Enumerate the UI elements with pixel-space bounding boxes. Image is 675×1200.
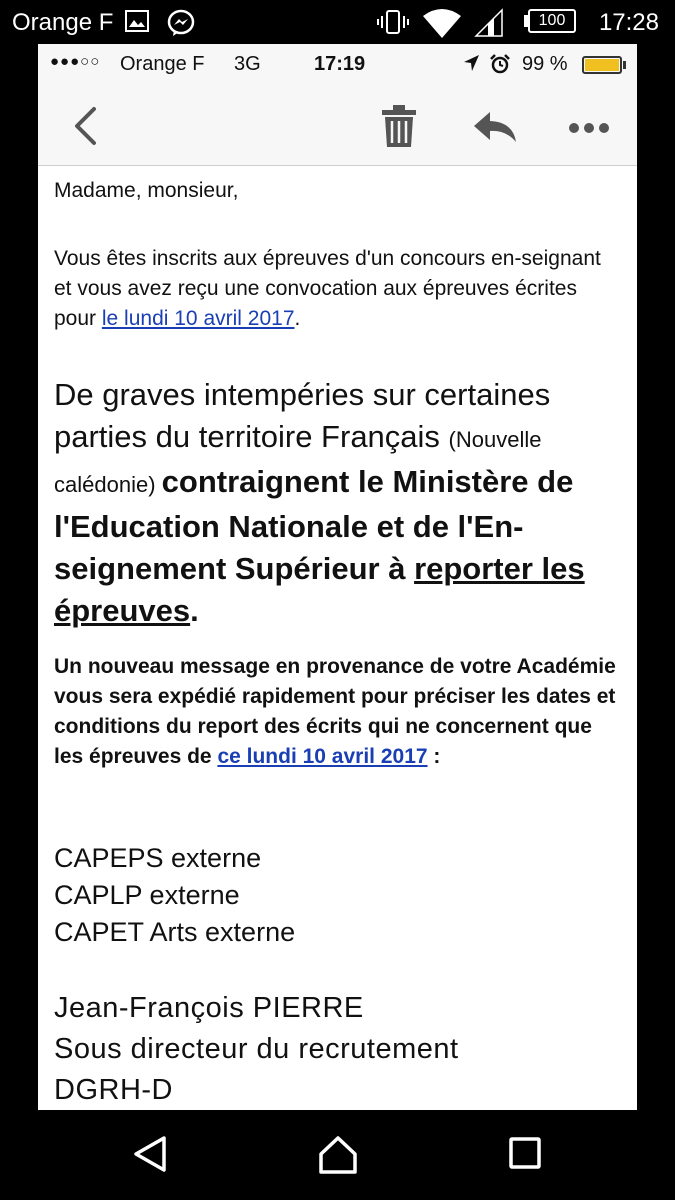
notice-end: :: [427, 745, 441, 768]
greeting: Madame, monsieur,: [54, 179, 239, 202]
exam-item: CAPLP externe: [54, 880, 240, 910]
email-screenshot: [38, 44, 637, 1110]
image-icon: [124, 8, 150, 34]
announcement-paragraph: [54, 374, 624, 632]
android-status-bar: [0, 0, 675, 46]
ios-battery-nub: [623, 61, 626, 69]
announcement-bold: contraignent le Ministère de l'Education Nationale et de l'En-seignement Supérieur à: [54, 464, 574, 586]
back-triangle-icon[interactable]: [131, 1134, 169, 1174]
ios-time: 17:19: [314, 53, 366, 75]
signature-title: Sous directeur du recrutement: [54, 1033, 459, 1065]
announcement-note: (Nouvelle calédonie): [54, 427, 542, 497]
exam-list: [54, 840, 624, 951]
mail-toolbar: [38, 84, 637, 166]
exam-item: CAPET Arts externe: [54, 917, 296, 947]
android-carrier: Orange F: [12, 9, 114, 36]
messenger-icon: [166, 8, 196, 38]
battery-level: 100: [538, 12, 566, 29]
signature-name: Jean-François PIERRE: [54, 992, 364, 1024]
more-icon[interactable]: [568, 122, 610, 134]
home-icon[interactable]: [316, 1134, 360, 1176]
vibrate-icon: [376, 8, 410, 36]
announcement-underline: reporter les épreuves: [54, 551, 585, 628]
intro-text: Vous êtes inscrits aux épreuves d'un concours en-seignant et vous avez reçu une convocation aux épreuves écrites pour: [54, 247, 601, 330]
intro-paragraph: [54, 244, 624, 334]
recents-square-icon[interactable]: [506, 1134, 544, 1172]
trash-icon[interactable]: [380, 104, 418, 148]
ios-battery-icon: [582, 56, 622, 74]
announcement-end: .: [190, 593, 199, 628]
alarm-icon: [489, 53, 511, 75]
wifi-icon: [422, 8, 462, 40]
ios-battery-pct: 99 %: [522, 53, 568, 75]
android-nav-bar: [0, 1110, 675, 1200]
ios-network: 3G: [234, 53, 261, 75]
announcement-text: De graves intempéries sur certaines parties du territoire Français: [54, 377, 551, 454]
battery-icon: [528, 9, 576, 33]
date-link[interactable]: le lundi 10 avril 2017: [101, 307, 295, 330]
signature: [54, 988, 624, 1110]
signal-icon: [474, 8, 504, 38]
signal-dots: ●●●○○: [50, 53, 101, 70]
notice-date-link[interactable]: ce lundi 10 avril 2017: [217, 745, 428, 768]
ios-status-bar: [38, 44, 637, 84]
ios-battery-fill: [585, 59, 619, 71]
exam-item: CAPEPS externe: [54, 843, 262, 873]
signature-department: DGRH-D: [54, 1074, 173, 1106]
ios-carrier: Orange F: [120, 53, 205, 75]
intro-end: .: [294, 307, 301, 330]
back-chevron-icon[interactable]: [72, 106, 100, 146]
android-time: 17:28: [598, 9, 659, 36]
reply-icon[interactable]: [472, 110, 518, 146]
notice-text: Un nouveau message en provenance de votre Académie vous sera expédié rapidement pour préciser les dates et conditions du report des écrits qui ne concernent que les épreuves de: [54, 655, 616, 768]
location-arrow-icon: [462, 53, 480, 73]
notice-paragraph: [54, 652, 624, 772]
